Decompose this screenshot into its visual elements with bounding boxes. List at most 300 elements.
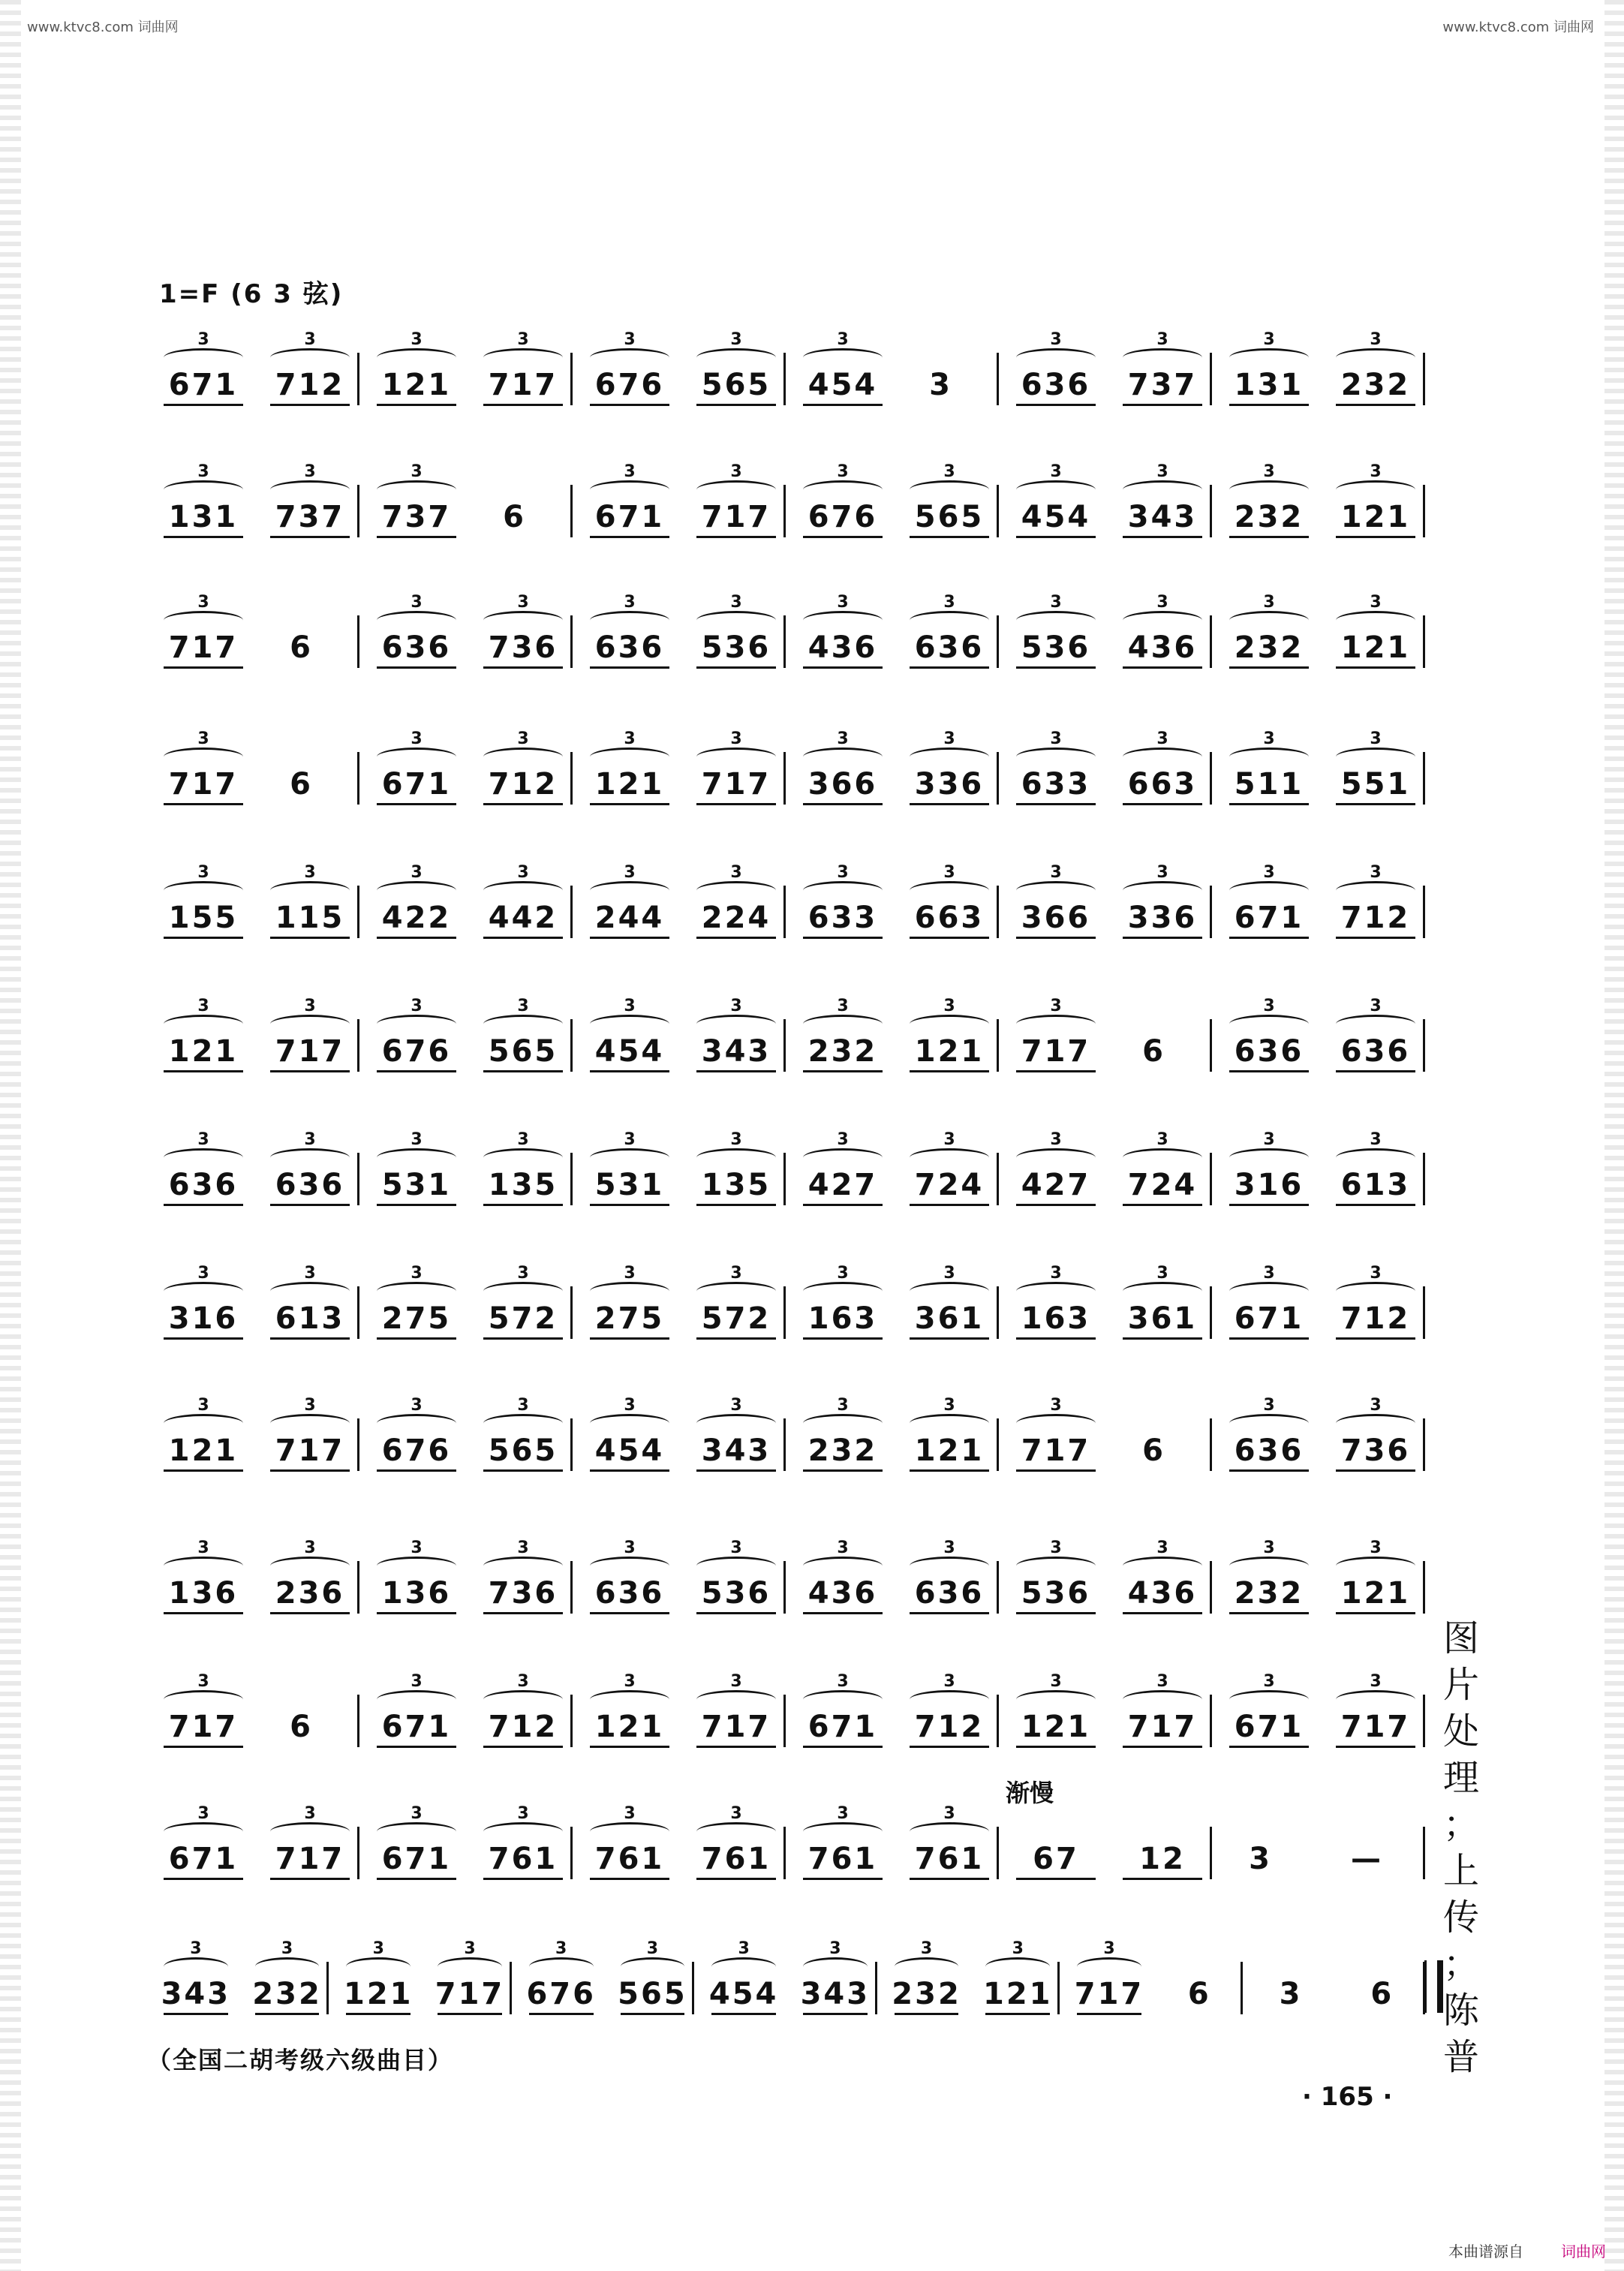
triplet-group: [369, 1789, 464, 1887]
bar-line: [1210, 1019, 1212, 1072]
beam-line: [1336, 536, 1415, 538]
slur-mark: [1123, 480, 1202, 499]
beam-line: [270, 1070, 350, 1072]
triplet-group: [476, 1249, 570, 1346]
note-group: 671: [1234, 1301, 1304, 1336]
tempo-marking: 渐慢: [1006, 1779, 1054, 1807]
note-group: 454: [1021, 500, 1091, 534]
beam-line: [164, 666, 243, 669]
note-group: 232: [1234, 500, 1304, 534]
triplet-number: 3: [624, 1804, 636, 1823]
note-group: 163: [1021, 1301, 1091, 1336]
beam-line: [803, 803, 883, 805]
beam-line: [1123, 803, 1202, 805]
triplet-number: 3: [624, 1130, 636, 1149]
slur-mark: [1229, 1282, 1309, 1301]
triplet-number: 3: [730, 729, 742, 748]
triplet-number: 3: [1263, 1672, 1275, 1691]
note-group: 724: [914, 1168, 985, 1202]
triplet-number: 3: [1370, 1539, 1382, 1557]
beam-line: [377, 536, 456, 538]
triplet-number: 3: [1156, 863, 1168, 882]
beam-line: [1336, 803, 1415, 805]
side-note-char: 传: [1442, 1897, 1479, 1939]
beam-line: [164, 1746, 243, 1748]
footnote: （全国二胡考级六级曲目）: [147, 2046, 454, 2074]
triplet-number: 3: [1263, 1264, 1275, 1283]
triplet-group: [887, 1924, 967, 2022]
note-group: 712: [275, 368, 345, 402]
slur-mark: [377, 611, 456, 630]
beam-line: [483, 404, 563, 406]
triplet-number: 3: [1050, 1130, 1062, 1149]
triplet-number: 3: [372, 1939, 384, 1958]
beam-line: [1123, 404, 1202, 406]
slur-mark: [910, 611, 989, 630]
bar-line: [357, 1019, 359, 1072]
triplet-number: 3: [1050, 462, 1062, 481]
beam-line: [1336, 404, 1415, 406]
slur-mark: [590, 1822, 669, 1841]
beam-line: [483, 1878, 563, 1880]
beam-line: [590, 1469, 669, 1472]
side-note-char: 处: [1442, 1710, 1479, 1752]
triplet-group: [476, 714, 570, 812]
triplet-number: 3: [1370, 1264, 1382, 1283]
triplet-number: 3: [197, 1130, 209, 1149]
triplet-number: 3: [837, 1804, 849, 1823]
bar-line: [1210, 353, 1212, 405]
slur-mark: [985, 1957, 1050, 1976]
slur-mark: [803, 1282, 883, 1301]
beam-line: [1016, 1878, 1096, 1880]
triplet-group: [689, 315, 783, 413]
note-group: 121: [1340, 1576, 1411, 1611]
triplet-group: [902, 1115, 997, 1213]
bar-line: [1423, 1286, 1425, 1339]
triplet-group: [156, 578, 251, 675]
note-group: 565: [488, 1433, 558, 1468]
triplet-number: 3: [730, 997, 742, 1015]
triplet-number: 3: [1050, 1264, 1062, 1283]
triplet-number: 3: [411, 1396, 423, 1415]
triplet-number: 3: [464, 1939, 476, 1958]
bar-line: [997, 886, 999, 938]
note-group: 511: [1234, 767, 1304, 802]
note-group: 366: [807, 767, 878, 802]
note: 6: [290, 630, 311, 665]
note-group: 121: [168, 1433, 239, 1468]
slur-mark: [696, 881, 776, 900]
slur-mark: [1016, 1557, 1096, 1575]
triplet-number: 3: [411, 997, 423, 1015]
beam-line: [483, 666, 563, 669]
triplet-group: [369, 848, 464, 946]
bar-line: [1423, 1418, 1425, 1471]
note-group: 736: [488, 1576, 558, 1611]
note-group: 427: [807, 1168, 878, 1202]
staff-line: [147, 848, 1453, 946]
triplet-number: 3: [1370, 729, 1382, 748]
beam-line: [1016, 536, 1096, 538]
slur-mark: [164, 747, 243, 766]
bar-line: [783, 752, 786, 805]
bar-line: [783, 485, 786, 537]
note-group: 436: [1127, 630, 1198, 665]
slur-mark: [377, 1282, 456, 1301]
beam-line: [270, 1878, 350, 1880]
beam-line: [910, 1469, 989, 1472]
source-label: 本曲谱源自: [1448, 2242, 1523, 2260]
bar-line: [1241, 1962, 1243, 2014]
triplet-number: 3: [730, 593, 742, 612]
bar-line: [357, 1418, 359, 1471]
staff-line: [147, 982, 1453, 1079]
triplet-number: 3: [304, 330, 316, 349]
beam-line: [483, 1612, 563, 1614]
note-group: 442: [488, 901, 558, 935]
note-group: 275: [381, 1301, 452, 1336]
beam-line: [696, 1070, 776, 1072]
bar-line: [1210, 1695, 1212, 1747]
triplet-number: 3: [943, 1804, 955, 1823]
triplet-group: [795, 1115, 890, 1213]
note-group: 232: [1234, 630, 1304, 665]
triplet-group: [1328, 848, 1423, 946]
note-group: 633: [807, 901, 878, 935]
note: 6: [1370, 1977, 1392, 2011]
beam-line: [164, 2013, 228, 2015]
triplet-group: [156, 1657, 251, 1755]
bar-line: [1423, 1561, 1425, 1614]
triplet-group: [795, 714, 890, 812]
bar-line: [1210, 1286, 1212, 1339]
triplet-group: [689, 1249, 783, 1346]
triplet-group: [263, 315, 357, 413]
beam-line: [803, 1070, 883, 1072]
slur-mark: [696, 747, 776, 766]
slur-mark: [164, 1148, 243, 1167]
slur-mark: [590, 747, 669, 766]
slur-mark: [270, 1557, 350, 1575]
beam-line: [910, 1070, 989, 1072]
triplet-group: [795, 1249, 890, 1346]
beam-line: [985, 2013, 1050, 2015]
beam-line: [590, 536, 669, 538]
slur-mark: [377, 348, 456, 367]
bar-line: [1210, 752, 1212, 805]
triplet-number: 3: [738, 1939, 750, 1958]
bar-line: [692, 1962, 694, 2014]
triplet-group: [430, 1924, 510, 2022]
bar-line: [1423, 615, 1425, 668]
beam-line: [1229, 937, 1309, 939]
beam-line: [1336, 937, 1415, 939]
note: 6: [290, 767, 311, 802]
slur-mark: [438, 1957, 502, 1976]
side-note-char: 上: [1442, 1850, 1479, 1892]
beam-line: [590, 1878, 669, 1880]
note-group: 636: [594, 630, 665, 665]
beam-line: [1336, 1204, 1415, 1206]
slur-mark: [590, 1015, 669, 1033]
triplet-group: [1222, 1381, 1316, 1478]
triplet-number: 3: [829, 1939, 841, 1958]
bar-line: [997, 1827, 999, 1879]
beam-line: [1016, 1746, 1096, 1748]
triplet-group: [902, 578, 997, 675]
beam-line: [255, 2013, 320, 2015]
beam-line: [1077, 2013, 1141, 2015]
beam-line: [803, 1469, 883, 1472]
slur-mark: [1016, 1690, 1096, 1709]
triplet-number: 3: [517, 1672, 529, 1691]
triplet-group: [1115, 1115, 1210, 1213]
note-group: 244: [594, 901, 665, 935]
triplet-group: [1009, 1115, 1103, 1213]
beam-line: [346, 2013, 411, 2015]
triplet-number: 3: [517, 1804, 529, 1823]
beam-line: [270, 536, 350, 538]
triplet-group: [263, 1115, 357, 1213]
beam-line: [696, 803, 776, 805]
slur-mark: [377, 1414, 456, 1433]
triplet-number: 3: [837, 462, 849, 481]
triplet-group: [902, 1524, 997, 1621]
triplet-number: 3: [411, 1539, 423, 1557]
triplet-number: 3: [1050, 330, 1062, 349]
triplet-group: [1009, 1657, 1103, 1755]
triplet-number: 3: [1263, 729, 1275, 748]
beam-line: [1016, 1612, 1096, 1614]
slur-mark: [377, 881, 456, 900]
triplet-group: [156, 1381, 251, 1478]
triplet-group: [582, 315, 677, 413]
slur-mark: [803, 881, 883, 900]
slur-mark: [270, 1148, 350, 1167]
beam-line: [1016, 1469, 1096, 1472]
slur-mark: [1123, 1148, 1202, 1167]
note-group: 343: [1127, 500, 1198, 534]
note-group: 131: [1234, 368, 1304, 402]
triplet-group: [1115, 1249, 1210, 1346]
slur-mark: [483, 1148, 563, 1167]
slur-mark: [910, 1148, 989, 1167]
bar-line: [1210, 1153, 1212, 1205]
triplet-number: 3: [1012, 1939, 1024, 1958]
bar-line: [357, 1286, 359, 1339]
triplet-group: [1009, 1381, 1103, 1478]
bar-line: [1210, 1827, 1212, 1879]
beam-line: [696, 404, 776, 406]
beam-line: [483, 1746, 563, 1748]
bar-line: [783, 615, 786, 668]
bar-line: [997, 1561, 999, 1614]
slur-mark: [1016, 1148, 1096, 1167]
beam-line: [164, 536, 243, 538]
triplet-group: [902, 447, 997, 545]
note-group: 565: [618, 1977, 687, 2011]
note-group: 717: [168, 767, 239, 802]
triplet-group: [1328, 1115, 1423, 1213]
source-brand: 词曲网: [1561, 2242, 1606, 2260]
triplet-number: 3: [1370, 863, 1382, 882]
bar-line: [783, 1286, 786, 1339]
slur-mark: [377, 480, 456, 499]
bar-line: [357, 1561, 359, 1614]
triplet-group: [902, 1657, 997, 1755]
beam-line: [696, 666, 776, 669]
triplet-number: 3: [920, 1939, 933, 1958]
triplet-number: 3: [197, 593, 209, 612]
triplet-number: 3: [1050, 997, 1062, 1015]
slur-mark: [483, 1557, 563, 1575]
bar-line: [570, 1695, 573, 1747]
bar-line: [570, 1019, 573, 1072]
triplet-number: 3: [517, 593, 529, 612]
triplet-group: [369, 1657, 464, 1755]
slur-mark: [1336, 480, 1415, 499]
note-group: 565: [488, 1034, 558, 1069]
note-group: 717: [1021, 1034, 1091, 1069]
note-group: 316: [168, 1301, 239, 1336]
staff-line: [147, 1115, 1453, 1213]
beam-line: [164, 1469, 243, 1472]
slur-mark: [1229, 1148, 1309, 1167]
triplet-group: [1115, 1789, 1210, 1887]
slur-mark: [590, 611, 669, 630]
bar-line: [1423, 1019, 1425, 1072]
triplet-group: [1115, 714, 1210, 812]
triplet-group: [689, 578, 783, 675]
slur-mark: [910, 1414, 989, 1433]
page-number: · 165 ·: [1302, 2082, 1393, 2112]
note-group: 636: [381, 630, 452, 665]
note-group: 121: [381, 368, 452, 402]
triplet-group: [476, 848, 570, 946]
slur-mark: [164, 1414, 243, 1433]
beam-line: [164, 937, 243, 939]
triplet-number: 3: [304, 1396, 316, 1415]
note-group: 761: [594, 1842, 665, 1876]
note-group: 676: [381, 1433, 452, 1468]
triplet-number: 3: [624, 1672, 636, 1691]
staff-line: [147, 1249, 1453, 1346]
note: 3: [1249, 1842, 1270, 1876]
slur-mark: [1229, 348, 1309, 367]
note-group: 232: [892, 1977, 961, 2011]
note-group: 717: [1127, 1710, 1198, 1744]
slur-mark: [696, 1015, 776, 1033]
triplet-group: [582, 578, 677, 675]
note-group: 436: [807, 1576, 878, 1611]
note-group: 67: [1033, 1842, 1079, 1876]
slur-mark: [164, 1822, 243, 1841]
triplet-group: [476, 315, 570, 413]
note-group: 536: [701, 1576, 771, 1611]
triplet-number: 3: [1156, 1539, 1168, 1557]
note-group: 761: [701, 1842, 771, 1876]
bar-line: [1423, 1153, 1425, 1205]
triplet-number: 3: [411, 729, 423, 748]
triplet-group: [978, 1924, 1057, 2022]
triplet-number: 3: [1263, 1539, 1275, 1557]
triplet-group: [1328, 1657, 1423, 1755]
slur-mark: [1229, 1557, 1309, 1575]
slur-mark: [590, 881, 669, 900]
slur-mark: [1016, 348, 1096, 367]
final-barline: [1424, 1960, 1443, 2013]
triplet-group: [795, 1924, 875, 2022]
note-group: 121: [1340, 500, 1411, 534]
note-group: 636: [1340, 1034, 1411, 1069]
triplet-number: 3: [411, 1264, 423, 1283]
note-group: 572: [701, 1301, 771, 1336]
note-group: 236: [275, 1576, 345, 1611]
beam-line: [1229, 1469, 1309, 1472]
note-group: 633: [1021, 767, 1091, 802]
slur-mark: [1016, 480, 1096, 499]
beam-line: [696, 1878, 776, 1880]
triplet-number: 3: [1370, 330, 1382, 349]
triplet-group: [369, 982, 464, 1079]
bar-line: [357, 886, 359, 938]
side-note-char: ；: [1442, 1803, 1479, 1845]
slur-mark: [803, 1822, 883, 1841]
beam-line: [377, 1746, 456, 1748]
triplet-number: 3: [1263, 593, 1275, 612]
bar-line: [570, 886, 573, 938]
bar-line: [326, 1962, 329, 2014]
beam-line: [803, 1746, 883, 1748]
triplet-number: 3: [1156, 593, 1168, 612]
note-group: 717: [701, 500, 771, 534]
note-group: 454: [594, 1433, 665, 1468]
bar-line: [997, 1153, 999, 1205]
triplet-number: 3: [624, 729, 636, 748]
slur-mark: [1016, 1282, 1096, 1301]
note-group: 712: [488, 767, 558, 802]
beam-line: [270, 404, 350, 406]
note-group: 366: [1021, 901, 1091, 935]
beam-line: [590, 666, 669, 669]
triplet-group: [1009, 315, 1103, 413]
triplet-group: [795, 1657, 890, 1755]
triplet-group: [156, 714, 251, 812]
triplet-group: [902, 1789, 997, 1887]
triplet-number: 3: [197, 1672, 209, 1691]
beam-line: [270, 1469, 350, 1472]
note-group: 224: [701, 901, 771, 935]
note-group: 436: [1127, 1576, 1198, 1611]
triplet-group: [689, 714, 783, 812]
bar-line: [570, 752, 573, 805]
triplet-number: 3: [1156, 462, 1168, 481]
slur-mark: [164, 1957, 228, 1976]
triplet-number: 3: [624, 1539, 636, 1557]
note-group: 316: [1234, 1168, 1304, 1202]
note-group: 454: [807, 368, 878, 402]
triplet-group: [582, 982, 677, 1079]
triplet-group: [1115, 315, 1210, 413]
triplet-number: 3: [837, 330, 849, 349]
slur-mark: [1229, 480, 1309, 499]
triplet-number: 3: [517, 729, 529, 748]
triplet-group: [1328, 1381, 1423, 1478]
slur-mark: [696, 1690, 776, 1709]
triplet-group: [689, 1381, 783, 1478]
beam-line: [270, 1612, 350, 1614]
